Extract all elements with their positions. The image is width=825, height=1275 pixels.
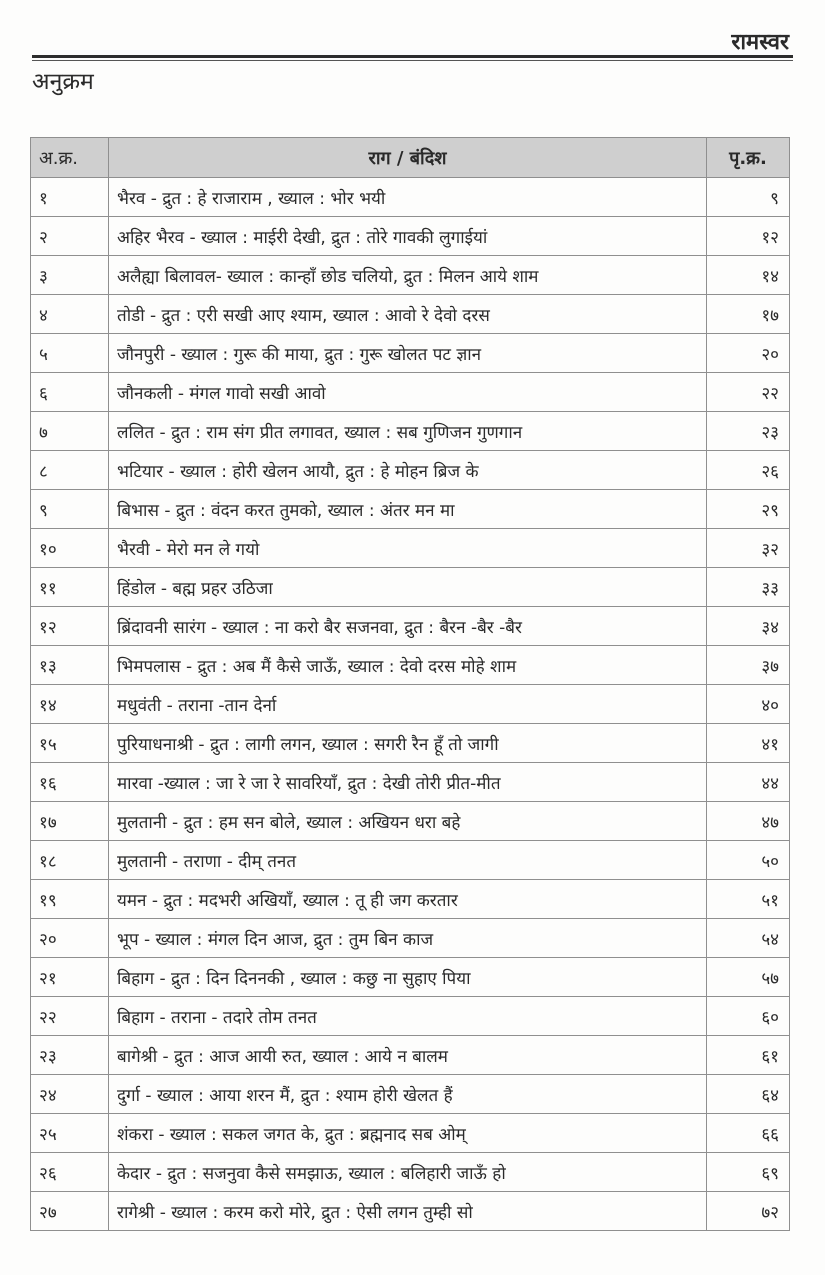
row-page-number: १२ (707, 217, 790, 256)
table-row (31, 919, 790, 958)
row-title: बिहाग - द्रुत : दिन दिननकी , ख्याल : कछु ना सुहाए पिया (109, 958, 707, 997)
row-number: २३ (31, 1036, 109, 1075)
row-number: १८ (31, 841, 109, 880)
row-number: १६ (31, 763, 109, 802)
row-title: तोडी - द्रुत : एरी सखी आए श्याम, ख्याल : आवो रे देवो दरस (109, 295, 707, 334)
row-title: पुरियाधनाश्री - द्रुत : लागी लगन, ख्याल : सगरी रैन हूँ तो जागी (109, 724, 707, 763)
row-page-number: ३३ (707, 568, 790, 607)
table-row (31, 529, 790, 568)
row-number: २४ (31, 1075, 109, 1114)
row-title: भटियार - ख्याल : होरी खेलन आयौ, द्रुत : हे मोहन ब्रिज के (109, 451, 707, 490)
row-number: २० (31, 919, 109, 958)
row-number: २६ (31, 1153, 109, 1192)
table-row (31, 217, 790, 256)
row-number: १५ (31, 724, 109, 763)
row-number: १९ (31, 880, 109, 919)
table-row (31, 841, 790, 880)
header-rule-thick (32, 55, 793, 58)
table-row (31, 256, 790, 295)
row-title: यमन - द्रुत : मदभरी अखियाँ, ख्याल : तू ही जग करतार (109, 880, 707, 919)
row-page-number: ४७ (707, 802, 790, 841)
row-title: मुलतानी - द्रुत : हम सन बोले, ख्याल : अखियन धरा बहे (109, 802, 707, 841)
row-number: २७ (31, 1192, 109, 1231)
row-page-number: ३४ (707, 607, 790, 646)
row-number: २२ (31, 997, 109, 1036)
table-row (31, 607, 790, 646)
row-title: भैरव - द्रुत : हे राजाराम , ख्याल : भोर भयी (109, 178, 707, 217)
row-title: मारवा -ख्याल : जा रे जा रे सावरियाँ, द्रुत : देखी तोरी प्रीत-मीत (109, 763, 707, 802)
row-title: केदार - द्रुत : सजनुवा कैसे समझाऊ, ख्याल : बलिहारी जाऊँ हो (109, 1153, 707, 1192)
row-title: अहिर भैरव - ख्याल : माईरी देखी, द्रुत : तोरे गावकी लुगाईयां (109, 217, 707, 256)
table-row (31, 880, 790, 919)
row-title: जौनपुरी - ख्याल : गुरू की माया, द्रुत : गुरू खोलत पट ज्ञान (109, 334, 707, 373)
row-page-number: २६ (707, 451, 790, 490)
row-title: दुर्गा - ख्याल : आया शरन मैं, द्रुत : श्याम होरी खेलत हैं (109, 1075, 707, 1114)
row-number: २ (31, 217, 109, 256)
row-page-number: ५४ (707, 919, 790, 958)
row-number: ५ (31, 334, 109, 373)
row-page-number: १७ (707, 295, 790, 334)
row-title: बिहाग - तराना - तदारे तोम तनत (109, 997, 707, 1036)
row-number: ३ (31, 256, 109, 295)
section-title: अनुक्रम (32, 69, 94, 95)
row-title: भिमपलास - द्रुत : अब मैं कैसे जाऊँ, ख्याल : देवो दरस मोहे शाम (109, 646, 707, 685)
table-row (31, 1192, 790, 1231)
table-row (31, 451, 790, 490)
column-header-number: अ.क्र. (31, 138, 109, 178)
row-title: हिंडोल - बह्म प्रहर उठिजा (109, 568, 707, 607)
row-number: ४ (31, 295, 109, 334)
row-number: १४ (31, 685, 109, 724)
row-page-number: ५० (707, 841, 790, 880)
row-title: बागेश्री - द्रुत : आज आयी रुत, ख्याल : आये न बालम (109, 1036, 707, 1075)
row-page-number: ६९ (707, 1153, 790, 1192)
table-row (31, 763, 790, 802)
row-title: अलैह्या बिलावल- ख्याल : कान्हाँ छोड चलियो, द्रुत : मिलन आये शाम (109, 256, 707, 295)
table-row (31, 295, 790, 334)
row-page-number: १४ (707, 256, 790, 295)
row-page-number: ९ (707, 178, 790, 217)
row-title: शंकरा - ख्याल : सकल जगत के, द्रुत : ब्रह्मनाद सब ओम् (109, 1114, 707, 1153)
row-title: भैरवी - मेरो मन ले गयो (109, 529, 707, 568)
table-row (31, 958, 790, 997)
table-body (31, 178, 790, 1231)
table-row (31, 334, 790, 373)
table-row (31, 685, 790, 724)
row-number: ६ (31, 373, 109, 412)
table-row (31, 1075, 790, 1114)
row-number: ११ (31, 568, 109, 607)
column-header-page: पृ.क्र. (707, 138, 790, 178)
row-page-number: ४४ (707, 763, 790, 802)
running-head-title: रामस्वर (731, 30, 789, 55)
table-header-row (31, 138, 790, 178)
row-number: १३ (31, 646, 109, 685)
row-page-number: ५७ (707, 958, 790, 997)
row-page-number: ७२ (707, 1192, 790, 1231)
row-page-number: ६१ (707, 1036, 790, 1075)
row-number: १० (31, 529, 109, 568)
table-row (31, 1153, 790, 1192)
row-number: २५ (31, 1114, 109, 1153)
row-page-number: २९ (707, 490, 790, 529)
row-page-number: २२ (707, 373, 790, 412)
column-header-title: राग / बंदिश (109, 138, 707, 178)
row-page-number: ६० (707, 997, 790, 1036)
row-number: ९ (31, 490, 109, 529)
row-page-number: ५१ (707, 880, 790, 919)
table-row (31, 1114, 790, 1153)
row-page-number: ६४ (707, 1075, 790, 1114)
row-page-number: ३२ (707, 529, 790, 568)
row-page-number: ४१ (707, 724, 790, 763)
table-row (31, 1036, 790, 1075)
row-title: ब्रिंदावनी सारंग - ख्याल : ना करो बैर सजनवा, द्रुत : बैरन -बैर -बैर (109, 607, 707, 646)
row-title: मुलतानी - तराणा - दीम् तनत (109, 841, 707, 880)
header-rule-thin (32, 60, 793, 61)
row-number: १ (31, 178, 109, 217)
row-page-number: ३७ (707, 646, 790, 685)
table-row (31, 568, 790, 607)
table-row (31, 646, 790, 685)
row-number: २१ (31, 958, 109, 997)
table-row (31, 373, 790, 412)
row-page-number: २० (707, 334, 790, 373)
row-title: रागेश्री - ख्याल : करम करो मोरे, द्रुत : ऐसी लगन तुम्ही सो (109, 1192, 707, 1231)
table-row (31, 997, 790, 1036)
row-title: ललित - द्रुत : राम संग प्रीत लगावत, ख्याल : सब गुणिजन गुणगान (109, 412, 707, 451)
table-row (31, 724, 790, 763)
row-page-number: ६६ (707, 1114, 790, 1153)
table-row (31, 802, 790, 841)
contents-table (30, 137, 790, 1231)
table-row (31, 412, 790, 451)
row-title: मधुवंती - तराना -तान देर्ना (109, 685, 707, 724)
row-number: १७ (31, 802, 109, 841)
table-row (31, 178, 790, 217)
row-title: भूप - ख्याल : मंगल दिन आज, द्रुत : तुम बिन काज (109, 919, 707, 958)
table-row (31, 490, 790, 529)
row-number: १२ (31, 607, 109, 646)
row-number: ७ (31, 412, 109, 451)
row-page-number: ४० (707, 685, 790, 724)
row-page-number: २३ (707, 412, 790, 451)
row-title: बिभास - द्रुत : वंदन करत तुमको, ख्याल : अंतर मन मा (109, 490, 707, 529)
row-number: ८ (31, 451, 109, 490)
row-title: जौनकली - मंगल गावो सखी आवो (109, 373, 707, 412)
